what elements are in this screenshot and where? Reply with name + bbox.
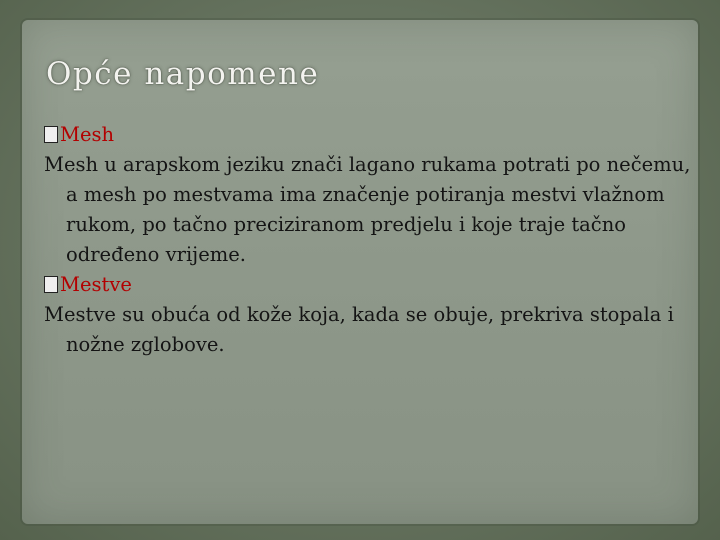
section-heading-mestve <box>44 270 704 300</box>
section-body-mestve: Mestve su obuća od kože koja, kada se obuje, prekriva stopala i nožne zglobove. <box>44 303 674 356</box>
bullet-box-icon <box>44 126 58 143</box>
slide-title: Opće napomene <box>46 56 320 92</box>
section-heading-mesh <box>44 120 704 150</box>
section-body-mesh: Mesh u arapskom jeziku znači lagano rukama potrati po nečemu, a mesh po mestvama ima značenje potiranja mestvi vlažnom rukom, po tačno preciziranom predjelu i koje traje tačno određeno vrijeme. <box>44 153 691 266</box>
section-heading-text: Mesh <box>60 123 115 146</box>
section-heading-text: Mestve <box>60 273 132 296</box>
slide-body <box>44 120 704 360</box>
bullet-box-icon <box>44 276 58 293</box>
